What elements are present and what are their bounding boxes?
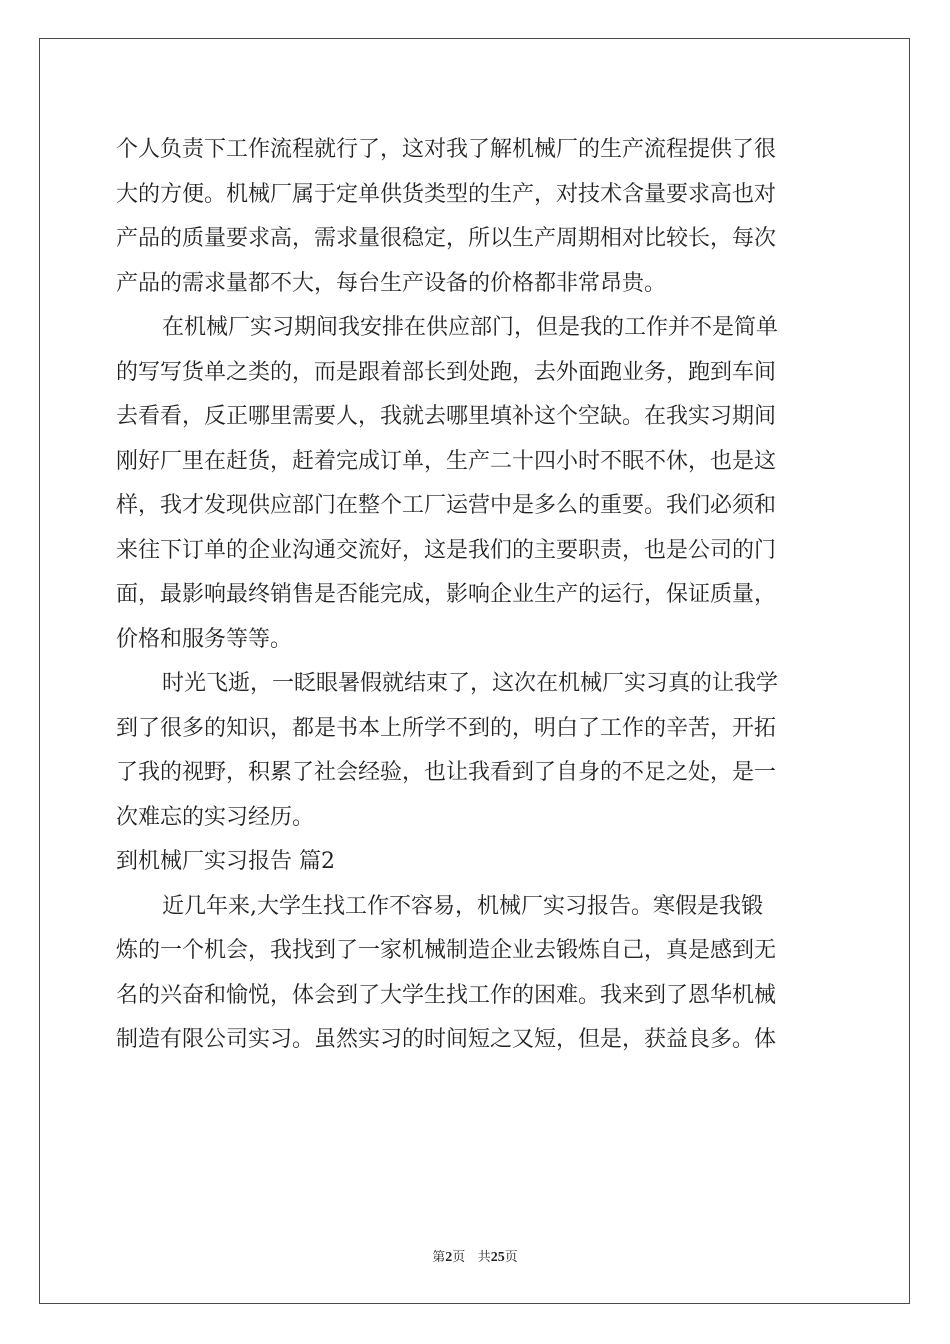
total-pages: 25 [490, 1250, 505, 1265]
text-line: 去看看，反正哪里需要人，我就去哪里填补这个空缺。在我实习期间 [116, 404, 777, 429]
section-heading: 到机械厂实习报告 篇2 [116, 849, 335, 874]
page-suffix: 页 [452, 1250, 466, 1265]
total-prefix: 共 [477, 1250, 491, 1265]
text-line: 到了很多的知识，都是书本上所学不到的，明白了工作的辛苦，开拓 [116, 715, 777, 741]
text-line: 价格和服务等等。 [116, 626, 293, 652]
total-suffix: 页 [504, 1250, 518, 1265]
text-line: 次难忘的实习经历。 [116, 804, 315, 830]
text-line: 近几年来,大学生找工作不容易，机械厂实习报告。寒假是我锻 [162, 893, 763, 919]
text-line: 在机械厂实习期间我安排在供应部门，但是我的工作并不是简单 [162, 315, 779, 340]
text-line: 样，我才发现供应部门在整个工厂运营中是多么的重要。我们必须和 [116, 493, 777, 518]
page-prefix: 第 [432, 1250, 446, 1265]
page-footer [0, 1246, 950, 1266]
text-line: 名的兴奋和愉悦，体会到了大学生找工作的困难。我来到了恩华机械 [116, 982, 777, 1008]
document-body [116, 128, 834, 1063]
text-line: 炼的一个机会，我找到了一家机械制造企业去锻炼自己，真是感到无 [116, 938, 777, 963]
text-line: 的写写货单之类的，而是跟着部长到处跑，去外面跑业务，跑到车间 [116, 359, 777, 385]
text-line: 来往下订单的企业沟通交流好，这是我们的主要职责，也是公司的门 [116, 537, 777, 563]
text-line: 个人负责下工作流程就行了，这对我了解机械厂的生产流程提供了很 [116, 137, 777, 162]
page-number: 2 [445, 1250, 453, 1265]
text-line: 面，最影响最终销售是否能完成，影响企业生产的运行，保证质量， [116, 582, 777, 607]
text-line: 时光飞逝，一眨眼暑假就结束了，这次在机械厂实习真的让我学 [162, 671, 779, 696]
text-line: 大的方便。机械厂属于定单供货类型的生产，对技术含量要求高也对 [116, 181, 777, 207]
text-line: 了我的视野，积累了社会经验，也让我看到了自身的不足之处，是一 [116, 760, 777, 785]
text-line: 制造有限公司实习。虽然实习的时间短之又短，但是，获益良多。体 [116, 1027, 777, 1052]
text-line: 刚好厂里在赶货，赶着完成订单，生产二十四小时不眠不休，也是这 [116, 448, 777, 474]
text-line: 产品的需求量都不大，每台生产设备的价格都非常昂贵。 [116, 270, 667, 296]
text-line: 产品的质量要求高，需求量很稳定，所以生产周期相对比较长，每次 [116, 226, 777, 251]
